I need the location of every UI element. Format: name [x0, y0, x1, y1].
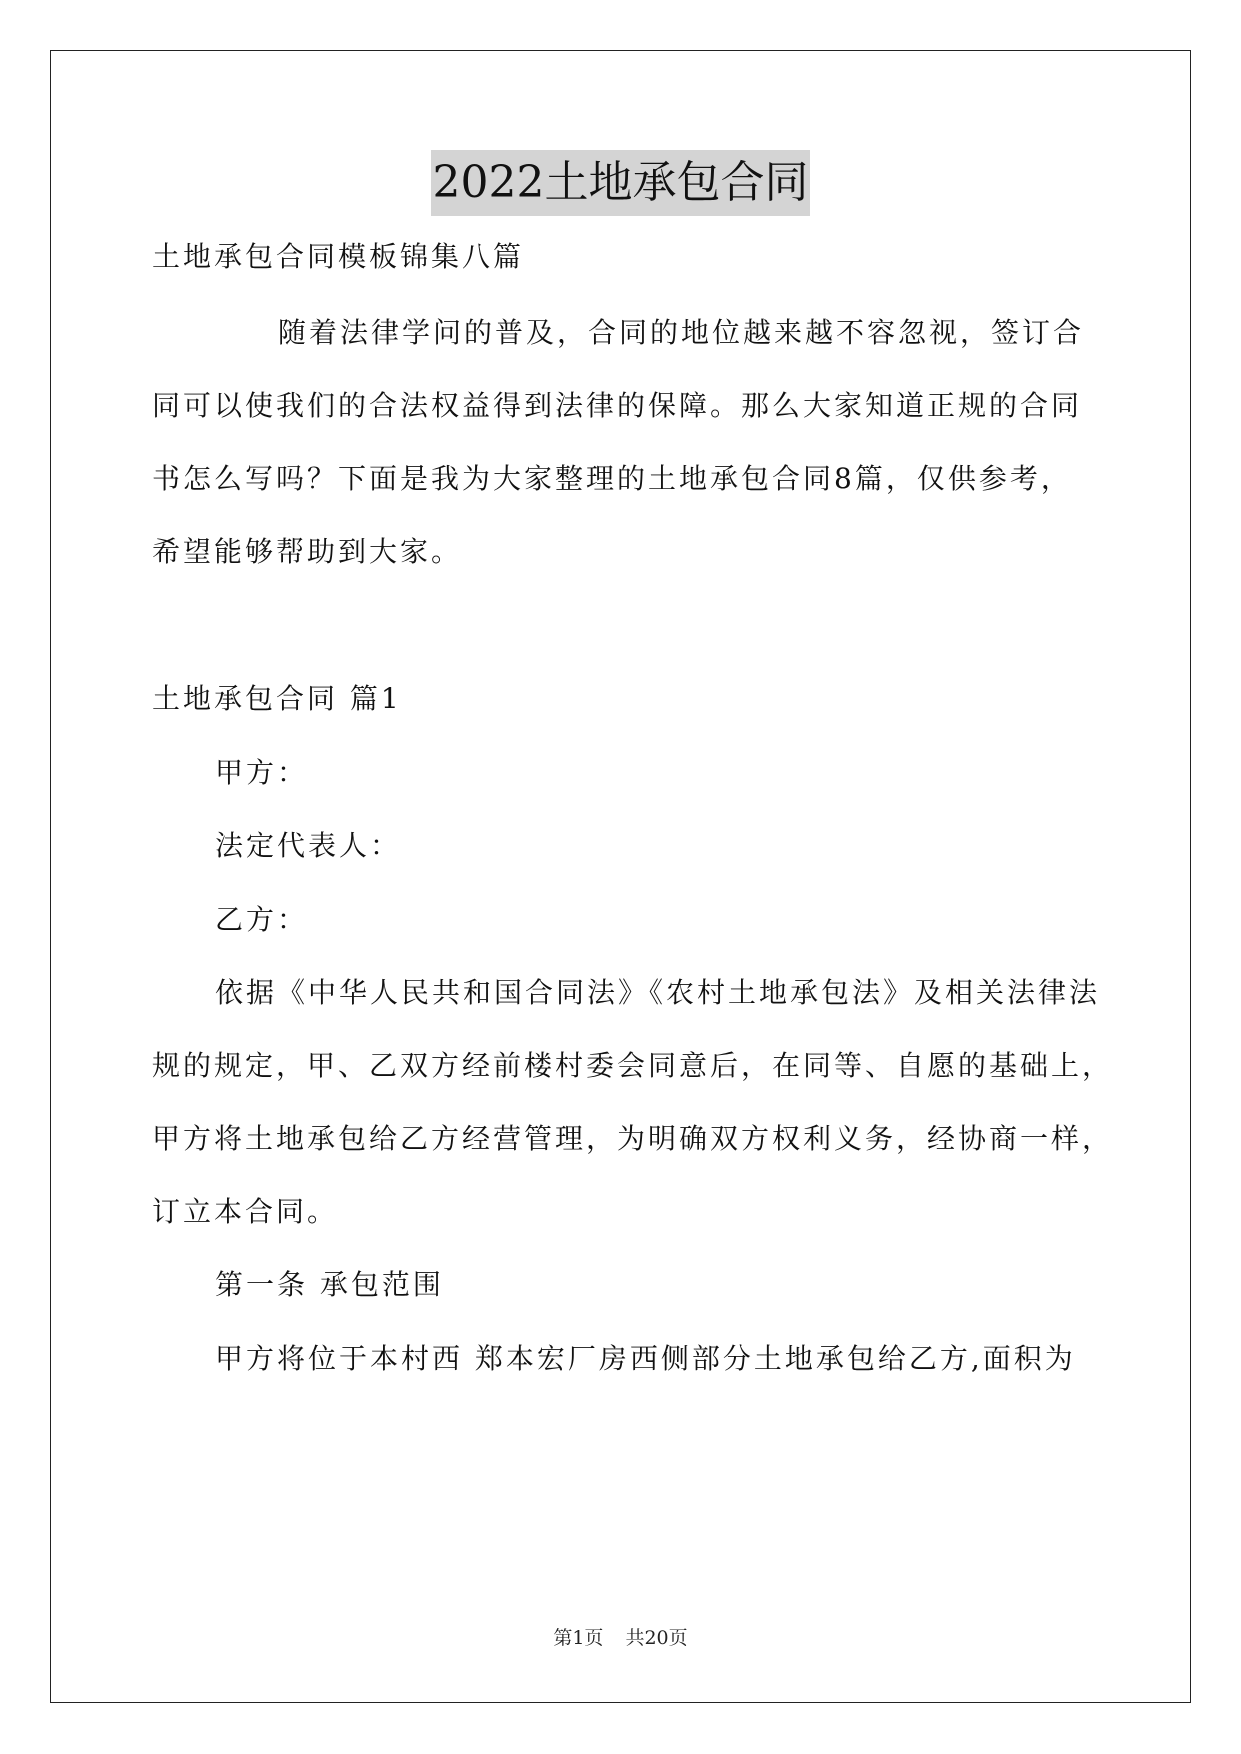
paragraph-line: 甲方将土地承包给乙方经营管理，为明确双方权利义务，经协商一样，: [152, 1122, 1114, 1155]
page-footer: [0, 1625, 1241, 1651]
paragraph-line: 规的规定，甲、乙双方经前楼村委会同意后，在同等、自愿的基础上，: [152, 1049, 1114, 1082]
party-a-label: 甲方：: [215, 756, 309, 789]
article-heading: 第一条 承包范围: [215, 1268, 444, 1301]
section-heading: 土地承包合同 篇1: [152, 682, 402, 715]
paragraph-line: 随着法律学问的普及，合同的地位越来越不容忽视，签订合: [278, 316, 1085, 349]
paragraph-line: 同可以使我们的合法权益得到法律的保障。那么大家知道正规的合同: [152, 389, 1083, 422]
paragraph-line: 依据《中华人民共和国合同法》《农村土地承包法》及相关法律法: [215, 976, 1101, 1009]
title-container: [0, 150, 1241, 216]
party-b-label: 乙方：: [215, 903, 309, 936]
paragraph-line: 订立本合同。: [152, 1195, 339, 1228]
paragraph-line: 书怎么写吗？下面是我为大家整理的土地承包合同8篇，仅供参考，: [152, 462, 1072, 495]
legal-representative-label: 法定代表人：: [215, 829, 402, 862]
paragraph-line: 希望能够帮助到大家。: [152, 535, 463, 568]
paragraph-line: 甲方将位于本村西 郑本宏厂房西侧部分土地承包给乙方,面积为: [215, 1342, 1076, 1375]
page-border: [50, 50, 1191, 1703]
page-total: 共20页: [625, 1627, 688, 1649]
document-title: 2022土地承包合同: [431, 150, 811, 216]
page-number: 第1页: [553, 1627, 604, 1649]
subtitle: 土地承包合同模板锦集八篇: [152, 240, 525, 273]
